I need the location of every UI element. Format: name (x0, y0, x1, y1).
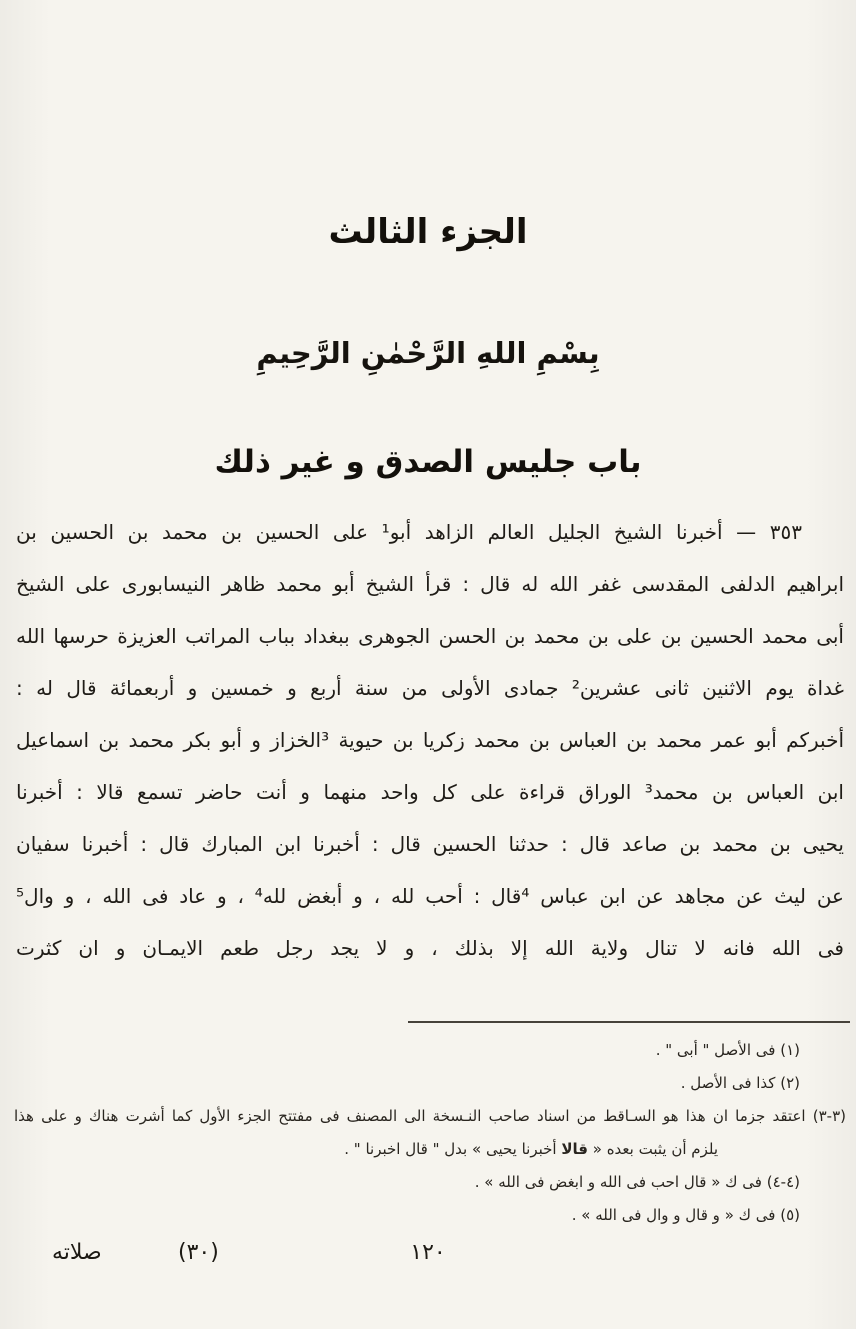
footnote-3-bold-word: قالا (561, 1140, 588, 1158)
chapter-heading: باب جليس الصدق و غير ذلك (214, 444, 642, 480)
page-number: ١٢٠ (410, 1240, 446, 1265)
body-line-4: غداة يوم الاثنين ثانى عشرين² جمادى الأولى من سنة أربع و خمسين و أربعمائة قال له : (16, 676, 844, 700)
body-line-5: أخبركم أبو عمر محمد بن العباس بن محمد زكريا بن حيوية ³الخزاز و أبو بكر محمد بن اسماعيل (16, 728, 844, 752)
footnote-2: (٢) كذا فى الأصل . (680, 1074, 800, 1092)
footnotes (14, 1034, 846, 1232)
basmala: بِسْمِ اللهِ الرَّحْمٰنِ الرَّحِيمِ (256, 336, 600, 370)
body-line-7: يحيى بن محمد بن صاعد قال : حدثنا الحسين قال : أخبرنا ابن المبارك قال : أخبرنا سفيان (16, 832, 844, 856)
catchword: صلاته (52, 1240, 102, 1265)
body-line-1: ٣٥٣ — أخبرنا الشيخ الجليل العالم الزاهد أبو¹ على الحسين بن محمد بن الحسين بن (16, 520, 802, 544)
footnote-3-line-2 (14, 1133, 846, 1166)
footnote-1: (١) فى الأصل " أبى " . (655, 1041, 800, 1059)
footnote-4: (٤-٤) فى ك « قال احب فى الله و ابغض فى الله » . (474, 1173, 800, 1191)
body-line-8: عن ليث عن مجاهد عن ابن عباس ⁴قال : أحب لله ، و أبغض لله⁴ ، و عاد فى الله ، و وال⁵ (16, 884, 844, 908)
body-line-6: ابن العباس بن محمد³ الوراق قراءة على كل واحد منهما و أنت حاضر تسمع قالا : أخبرنا (16, 780, 844, 804)
footnote-separator (408, 1021, 850, 1023)
footnote-3-line-1: (٣-٣) اعتقد جزما ان هذا هو السـاقط من اسناد صاحب النـسخة الى المصنف فى مفتتح الجزء الأول كما أشرت هناك و على هذا (14, 1107, 846, 1125)
part-title: الجزء الثالث (328, 212, 528, 252)
footnote-3-text-pre: يلزم أن يثبت بعده « (587, 1140, 718, 1158)
footnote-5: (٥) فى ك « و قال و وال فى الله » . (571, 1206, 800, 1224)
page-footer (0, 1240, 856, 1276)
body-line-9: فى الله فانه لا تنال ولاية الله إلا بذلك ، و لا يجد رجل طعم الايمـان و ان كثرت (16, 936, 844, 960)
footnote-3-text-post: أخبرنا يحيى » بدل " قال اخبرنا " . (344, 1140, 562, 1158)
body-line-3: أبى محمد الحسين بن على بن محمد بن الحسن الجوهرى ببغداد بباب المراتب العزيزة حرسها الله (16, 624, 844, 648)
body-line-2: ابراهيم الدلفى المقدسى غفر الله له قال : قرأ الشيخ أبو محمد ظاهر النيسابورى على الشيخ (16, 572, 844, 596)
quire-number: (٣٠) (178, 1240, 219, 1265)
body-text (16, 506, 844, 1004)
